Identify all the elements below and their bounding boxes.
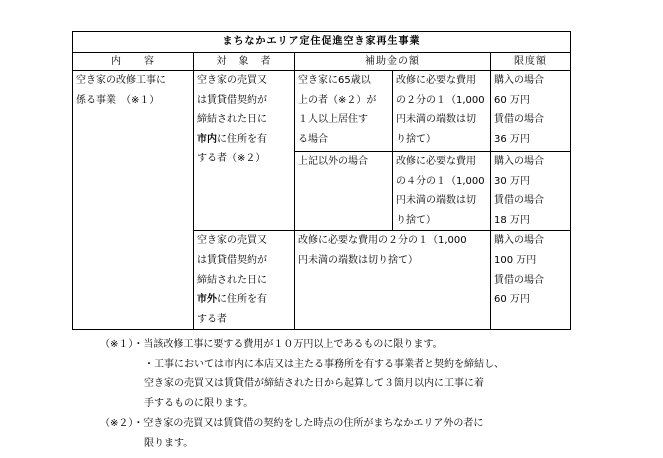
limit-1: 購入の場合 60 万円 賃借の場合 36 万円	[491, 71, 571, 152]
note-2-line-2: 限ります。	[144, 437, 194, 449]
target-a-pre: 空き家の売買又 は賃貸借契約が 締結された日に	[197, 75, 267, 126]
limit-2: 購入の場合 30 万円 賃借の場合 18 万円	[491, 152, 571, 231]
header-limit: 限度額	[491, 53, 571, 71]
note-1-line-1: （※１）・当該改修工事に要する費用が１０万円以上であるものに限ります。	[100, 339, 443, 350]
amount-half: 改修に必要な費用 の２分の１（1,000 円未満の端数は切 り捨て）	[393, 71, 491, 152]
target-resident-cell	[194, 71, 295, 231]
header-content: 内 容	[73, 53, 194, 71]
content-cell: 空き家の改修工事に 係る事業 （※１）	[73, 71, 194, 330]
target-b-pre: 空き家の売買又 は賃貸借契約が 締結された日に	[197, 235, 267, 286]
condition-other: 上記以外の場合	[295, 152, 393, 231]
note-1-line-2: ・工事においては市内に本店又は主たる事務所を有する事業者と契約を締結し、	[144, 358, 504, 370]
footnotes	[100, 335, 570, 453]
note-2-line-1: （※２）・空き家の売買又は賃貸借の契約をした時点の住所がまちなかエリア外の者に	[100, 417, 484, 429]
note-1-line-3: 空き家の売買又は賃貸借が締結された日から起算して３箇月以内に工事に着	[144, 378, 484, 390]
header-subsidy: 補助金の額	[295, 53, 491, 71]
target-b-emphasis: 市外	[197, 294, 217, 306]
amount-quarter: 改修に必要な費用 の４分の１（1,000 円未満の端数は切 り捨て）	[393, 152, 491, 231]
target-nonresident-cell	[194, 231, 295, 330]
target-a-post: に住所を有 する者（※２）	[197, 133, 267, 165]
target-a-emphasis: 市内	[197, 133, 217, 145]
condition-elderly: 空き家に65歳以 上の者（※２）が １人以上居住す る場合	[295, 71, 393, 152]
amount-half-nonresident: 改修に必要な費用の２分の１（1,000 円未満の端数は切り捨て）	[295, 231, 491, 330]
header-target: 対 象 者	[194, 53, 295, 71]
note-1-line-4: 手するものに限ります。	[144, 398, 254, 410]
subsidy-table	[72, 31, 571, 330]
limit-3: 購入の場合 100 万円 賃借の場合 60 万円	[491, 231, 571, 330]
target-b-post: に住所を有 する者	[197, 294, 267, 325]
table-title: まちなかエリア定住促進空き家再生事業	[73, 32, 571, 53]
